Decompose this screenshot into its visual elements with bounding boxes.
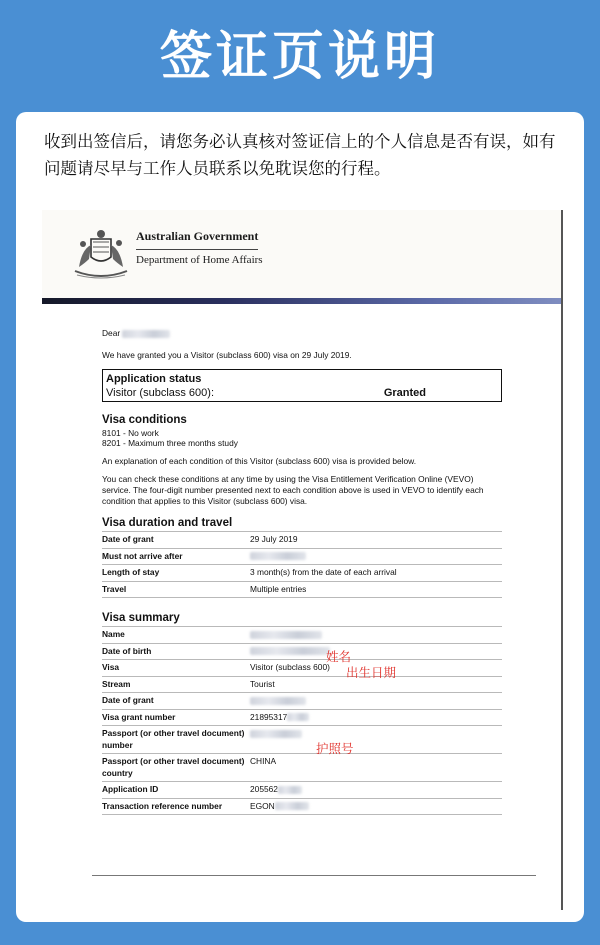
- explanation-text: An explanation of each condition of this Visitor (subclass 600) visa is provided below.: [102, 456, 417, 466]
- row-key: Name: [102, 627, 250, 644]
- row-value: [250, 693, 502, 710]
- dob-annotation: 出生日期: [346, 665, 397, 680]
- partial-value: EGON: [250, 800, 275, 811]
- table-row: [102, 565, 502, 582]
- table-row: [102, 532, 502, 549]
- vevo-text: You can check these conditions at any time by using the Visa Entitlement Verification Online (VEVO) service. The four-digit number presented next to each condition above is used in VEVO to identify each condition that applies to this Visitor (subclass 600) visa.: [102, 474, 484, 506]
- visa-letter: [42, 210, 563, 910]
- condition-item: 8201 - Maximum three months study: [102, 438, 238, 448]
- header-band: [42, 298, 561, 304]
- partial-value: 21895317: [250, 711, 288, 722]
- table-row: [102, 754, 502, 782]
- footer-rule: [92, 875, 536, 876]
- redacted-value: [250, 730, 302, 738]
- table-row: [102, 709, 502, 726]
- row-key: Date of grant: [102, 693, 250, 710]
- row-value: Visitor (subclass 600): [250, 660, 502, 677]
- redacted-value: [275, 802, 309, 810]
- duration-table: [102, 531, 502, 598]
- table-row: [102, 581, 502, 598]
- condition-item: 8101 - No work: [102, 428, 159, 438]
- redacted-value: [278, 786, 302, 794]
- conditions-heading: Visa conditions: [102, 414, 187, 426]
- row-key: Must not arrive after: [102, 548, 250, 565]
- row-key: Travel: [102, 581, 250, 598]
- redacted-name: [122, 330, 170, 338]
- name-annotation: 姓名: [326, 649, 352, 664]
- row-value: [250, 709, 502, 726]
- partial-value: 205562: [250, 784, 278, 794]
- row-key: Transaction reference number: [102, 798, 250, 815]
- gov-name: Australian Government: [136, 229, 259, 243]
- row-key: Application ID: [102, 782, 250, 799]
- row-value: Tourist: [250, 676, 502, 693]
- row-value: [250, 627, 502, 644]
- table-row: [102, 627, 502, 644]
- table-row: [102, 693, 502, 710]
- status-label: Visitor (subclass 600):: [106, 387, 215, 399]
- page-title: 签证页说明: [159, 27, 440, 87]
- row-key: Passport (or other travel document) number: [102, 726, 250, 754]
- redacted-value: [250, 631, 322, 639]
- row-key: Stream: [102, 676, 250, 693]
- redacted-value: [287, 713, 309, 721]
- table-row: [102, 798, 502, 815]
- table-row: [102, 726, 502, 754]
- row-value: 29 July 2019: [250, 532, 502, 549]
- duration-heading: Visa duration and travel: [102, 517, 233, 529]
- redacted-value: [250, 647, 330, 655]
- row-value: [250, 726, 502, 754]
- table-row: [102, 782, 502, 799]
- row-value: [250, 548, 502, 565]
- letter-header: [42, 210, 561, 298]
- intro-text: 收到出签信后，请您务必认真核对签证信上的个人信息是否有误，如有问题请尽早与工作人员联系以免耽误您的行程。: [44, 132, 556, 178]
- row-key: Date of birth: [102, 643, 250, 660]
- row-value: [250, 798, 502, 815]
- table-row: [102, 660, 502, 677]
- grant-sentence: We have granted you a Visitor (subclass 600) visa on 29 July 2019.: [102, 350, 352, 360]
- status-heading: Application status: [106, 373, 202, 385]
- status-value: Granted: [383, 387, 426, 399]
- content-card: [16, 112, 584, 922]
- row-value: [250, 643, 502, 660]
- row-key: Date of grant: [102, 532, 250, 549]
- row-value: [250, 782, 502, 799]
- row-value: Multiple entries: [250, 581, 502, 598]
- passport-annotation: 护照号: [316, 741, 354, 756]
- row-key: Visa: [102, 660, 250, 677]
- summary-heading: Visa summary: [102, 612, 180, 624]
- row-key: Visa grant number: [102, 709, 250, 726]
- salutation: Dear: [102, 328, 121, 338]
- letter-body: [102, 328, 502, 815]
- table-row: [102, 676, 502, 693]
- redacted-value: [250, 552, 306, 560]
- redacted-value: [250, 697, 306, 705]
- row-value: 3 month(s) from the date of each arrival: [250, 565, 502, 582]
- row-key: Length of stay: [102, 565, 250, 582]
- table-row: [102, 643, 502, 660]
- department-name: Department of Home Affairs: [136, 254, 263, 266]
- row-key: Passport (or other travel document) country: [102, 754, 250, 782]
- coat-of-arms-icon: [71, 227, 131, 279]
- table-row: [102, 548, 502, 565]
- application-status-box: [102, 369, 502, 402]
- summary-table: [102, 626, 502, 815]
- row-value: CHINA: [250, 754, 502, 782]
